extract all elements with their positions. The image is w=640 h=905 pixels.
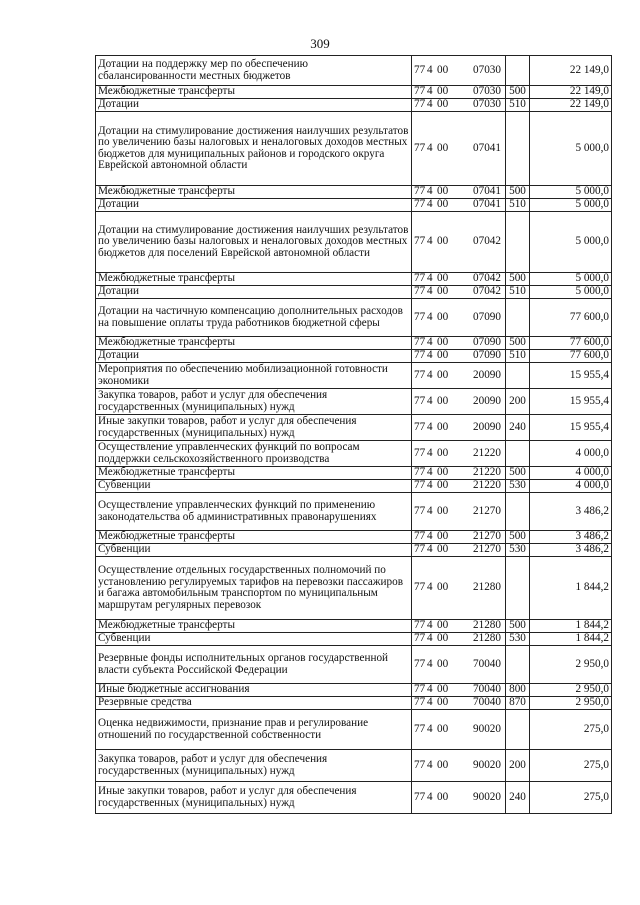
code-part-c2: 4 (427, 581, 433, 594)
code-part-c3: 00 (437, 619, 449, 632)
table-row (96, 99, 612, 112)
row-amount: 1 844,2 (530, 557, 612, 620)
table-row (96, 710, 612, 750)
code-part-c3: 00 (437, 504, 449, 517)
code-part-c3: 00 (437, 285, 449, 298)
row-amount: 15 955,4 (530, 415, 612, 441)
code-part-c3: 00 (437, 632, 449, 645)
table-row (96, 697, 612, 710)
row-name: Межбюджетные трансферты (96, 620, 412, 633)
row-target-code (412, 441, 506, 467)
code-part-c1: 77 (414, 394, 426, 407)
row-expense-type: 500 (506, 620, 530, 633)
table-row (96, 493, 612, 531)
table-row (96, 286, 612, 299)
row-expense-type: 530 (506, 633, 530, 646)
table-row (96, 363, 612, 389)
row-target-code (412, 493, 506, 531)
code-part-c2: 4 (427, 722, 433, 735)
code-part-c4: 21270 (473, 530, 501, 543)
row-expense-type (506, 112, 530, 186)
row-amount: 275,0 (530, 782, 612, 814)
row-name: Дотации (96, 350, 412, 363)
code-part-c4: 21220 (473, 479, 501, 492)
row-amount: 3 486,2 (530, 493, 612, 531)
row-expense-type (506, 363, 530, 389)
code-part-c3: 00 (437, 85, 449, 98)
code-part-c3: 00 (437, 683, 449, 696)
row-target-code (412, 112, 506, 186)
code-part-c2: 4 (427, 285, 433, 298)
budget-table (95, 55, 612, 814)
row-name: Осуществление отдельных государственных полномочий по установлению регулируемых тарифов на перевозки пассажиров и багажа автомобильным транспортом по муниципальным маршрутам регулярных перевозок (96, 557, 412, 620)
code-part-c3: 00 (437, 446, 449, 459)
row-name: Мероприятия по обеспечению мобилизационной готовности экономики (96, 363, 412, 389)
row-amount: 4 000,0 (530, 467, 612, 480)
row-amount: 5 000,0 (530, 199, 612, 212)
row-amount: 2 950,0 (530, 684, 612, 697)
code-part-c2: 4 (427, 758, 433, 771)
code-part-c4: 21280 (473, 619, 501, 632)
row-expense-type: 500 (506, 337, 530, 350)
table-row (96, 337, 612, 350)
code-part-c2: 4 (427, 543, 433, 556)
code-part-c1: 77 (414, 349, 426, 362)
row-amount: 5 000,0 (530, 212, 612, 273)
row-amount: 5 000,0 (530, 273, 612, 286)
row-amount: 5 000,0 (530, 112, 612, 186)
code-part-c2: 4 (427, 683, 433, 696)
row-name: Закупка товаров, работ и услуг для обеспечения государственных (муниципальных) нужд (96, 750, 412, 782)
code-part-c3: 00 (437, 63, 449, 76)
row-target-code (412, 56, 506, 86)
code-part-c1: 77 (414, 85, 426, 98)
code-part-c1: 77 (414, 272, 426, 285)
row-expense-type: 510 (506, 199, 530, 212)
code-part-c4: 07042 (473, 235, 501, 248)
code-part-c2: 4 (427, 530, 433, 543)
row-name: Иные закупки товаров, работ и услуг для обеспечения государственных (муниципальных) нужд (96, 782, 412, 814)
code-part-c3: 00 (437, 349, 449, 362)
row-target-code (412, 684, 506, 697)
code-part-c1: 77 (414, 696, 426, 709)
code-part-c1: 77 (414, 683, 426, 696)
row-amount: 275,0 (530, 750, 612, 782)
code-part-c4: 21220 (473, 446, 501, 459)
code-part-c1: 77 (414, 619, 426, 632)
code-part-c4: 07030 (473, 63, 501, 76)
code-part-c1: 77 (414, 310, 426, 323)
code-part-c2: 4 (427, 185, 433, 198)
row-target-code (412, 697, 506, 710)
row-amount: 22 149,0 (530, 99, 612, 112)
budget-table-body (96, 56, 612, 814)
code-part-c4: 90020 (473, 790, 501, 803)
row-expense-type: 500 (506, 86, 530, 99)
code-part-c4: 20090 (473, 394, 501, 407)
row-expense-type (506, 646, 530, 684)
row-expense-type: 500 (506, 531, 530, 544)
row-expense-type: 530 (506, 544, 530, 557)
code-part-c1: 77 (414, 368, 426, 381)
row-expense-type (506, 212, 530, 273)
row-expense-type (506, 557, 530, 620)
row-name: Дотации на стимулирование достижения наилучших результатов по увеличению базы налоговых и неналоговых доходов местных бюджетов для муниципальных районов и городского округа Еврейской автономной области (96, 112, 412, 186)
code-part-c4: 07090 (473, 310, 501, 323)
row-target-code (412, 273, 506, 286)
code-part-c1: 77 (414, 722, 426, 735)
row-target-code (412, 186, 506, 199)
row-target-code (412, 199, 506, 212)
row-expense-type: 240 (506, 782, 530, 814)
code-part-c3: 00 (437, 479, 449, 492)
row-expense-type (506, 56, 530, 86)
row-expense-type: 500 (506, 467, 530, 480)
row-target-code (412, 212, 506, 273)
code-part-c3: 00 (437, 336, 449, 349)
row-target-code (412, 750, 506, 782)
table-row (96, 480, 612, 493)
table-row (96, 415, 612, 441)
table-row (96, 299, 612, 337)
row-name: Закупка товаров, работ и услуг для обеспечения государственных (муниципальных) нужд (96, 389, 412, 415)
code-part-c3: 00 (437, 368, 449, 381)
row-expense-type (506, 710, 530, 750)
code-part-c3: 00 (437, 310, 449, 323)
row-amount: 22 149,0 (530, 86, 612, 99)
code-part-c1: 77 (414, 235, 426, 248)
table-row (96, 212, 612, 273)
row-amount: 15 955,4 (530, 363, 612, 389)
code-part-c3: 00 (437, 466, 449, 479)
code-part-c2: 4 (427, 504, 433, 517)
table-row (96, 350, 612, 363)
code-part-c2: 4 (427, 349, 433, 362)
row-target-code (412, 350, 506, 363)
row-name: Дотации на поддержку мер по обеспечению сбалансированности местных бюджетов (96, 56, 412, 86)
table-row (96, 782, 612, 814)
code-part-c1: 77 (414, 420, 426, 433)
code-part-c1: 77 (414, 530, 426, 543)
code-part-c1: 77 (414, 790, 426, 803)
table-row (96, 56, 612, 86)
row-target-code (412, 299, 506, 337)
code-part-c2: 4 (427, 198, 433, 211)
row-name: Субвенции (96, 633, 412, 646)
code-part-c4: 21280 (473, 632, 501, 645)
code-part-c3: 00 (437, 420, 449, 433)
code-part-c3: 00 (437, 543, 449, 556)
code-part-c2: 4 (427, 619, 433, 632)
code-part-c4: 70040 (473, 683, 501, 696)
row-amount: 77 600,0 (530, 337, 612, 350)
row-target-code (412, 646, 506, 684)
code-part-c4: 07042 (473, 285, 501, 298)
row-expense-type: 200 (506, 389, 530, 415)
row-target-code (412, 531, 506, 544)
code-part-c1: 77 (414, 466, 426, 479)
code-part-c4: 07042 (473, 272, 501, 285)
code-part-c1: 77 (414, 141, 426, 154)
code-part-c1: 77 (414, 63, 426, 76)
code-part-c2: 4 (427, 790, 433, 803)
row-name: Дотации на частичную компенсацию дополнительных расходов на повышение оплаты труда работников бюджетной сферы (96, 299, 412, 337)
code-part-c3: 00 (437, 657, 449, 670)
row-expense-type: 500 (506, 273, 530, 286)
row-expense-type: 870 (506, 697, 530, 710)
code-part-c4: 20090 (473, 368, 501, 381)
table-row (96, 750, 612, 782)
table-row (96, 112, 612, 186)
code-part-c2: 4 (427, 394, 433, 407)
row-target-code (412, 620, 506, 633)
code-part-c2: 4 (427, 632, 433, 645)
row-name: Субвенции (96, 544, 412, 557)
code-part-c3: 00 (437, 530, 449, 543)
row-name: Резервные средства (96, 697, 412, 710)
row-target-code (412, 544, 506, 557)
row-expense-type (506, 493, 530, 531)
row-name: Межбюджетные трансферты (96, 337, 412, 350)
row-target-code (412, 86, 506, 99)
row-expense-type: 530 (506, 480, 530, 493)
code-part-c1: 77 (414, 632, 426, 645)
code-part-c4: 07041 (473, 185, 501, 198)
row-name: Межбюджетные трансферты (96, 467, 412, 480)
row-target-code (412, 286, 506, 299)
code-part-c4: 20090 (473, 420, 501, 433)
row-target-code (412, 99, 506, 112)
code-part-c2: 4 (427, 657, 433, 670)
code-part-c3: 00 (437, 141, 449, 154)
code-part-c4: 21280 (473, 581, 501, 594)
row-name: Оценка недвижимости, признание прав и регулирование отношений по государственной собственности (96, 710, 412, 750)
code-part-c4: 70040 (473, 696, 501, 709)
row-target-code (412, 389, 506, 415)
row-name: Субвенции (96, 480, 412, 493)
code-part-c1: 77 (414, 657, 426, 670)
code-part-c3: 00 (437, 235, 449, 248)
code-part-c2: 4 (427, 98, 433, 111)
row-amount: 1 844,2 (530, 633, 612, 646)
code-part-c3: 00 (437, 98, 449, 111)
row-target-code (412, 633, 506, 646)
table-row (96, 531, 612, 544)
row-expense-type: 800 (506, 684, 530, 697)
row-name: Осуществление управленческих функций по применению законодательства об административных правонарушениях (96, 493, 412, 531)
code-part-c2: 4 (427, 310, 433, 323)
code-part-c4: 07090 (473, 349, 501, 362)
row-amount: 2 950,0 (530, 646, 612, 684)
code-part-c3: 00 (437, 394, 449, 407)
row-name: Дотации на стимулирование достижения наилучших результатов по увеличению базы налоговых и неналоговых доходов местных бюджетов для поселений Еврейской автономной области (96, 212, 412, 273)
row-expense-type: 510 (506, 350, 530, 363)
code-part-c1: 77 (414, 285, 426, 298)
row-expense-type: 510 (506, 99, 530, 112)
row-target-code (412, 557, 506, 620)
row-amount: 1 844,2 (530, 620, 612, 633)
code-part-c3: 00 (437, 272, 449, 285)
row-amount: 15 955,4 (530, 389, 612, 415)
row-target-code (412, 415, 506, 441)
row-name: Дотации (96, 99, 412, 112)
code-part-c4: 90020 (473, 758, 501, 771)
code-part-c1: 77 (414, 758, 426, 771)
row-amount: 77 600,0 (530, 350, 612, 363)
row-name: Межбюджетные трансферты (96, 273, 412, 286)
table-row (96, 633, 612, 646)
row-target-code (412, 467, 506, 480)
code-part-c2: 4 (427, 85, 433, 98)
code-part-c1: 77 (414, 504, 426, 517)
code-part-c1: 77 (414, 446, 426, 459)
code-part-c1: 77 (414, 185, 426, 198)
row-name: Межбюджетные трансферты (96, 86, 412, 99)
code-part-c2: 4 (427, 63, 433, 76)
code-part-c4: 21220 (473, 466, 501, 479)
code-part-c3: 00 (437, 185, 449, 198)
code-part-c2: 4 (427, 446, 433, 459)
page-number: 309 (310, 36, 330, 51)
table-row (96, 544, 612, 557)
row-expense-type: 200 (506, 750, 530, 782)
code-part-c1: 77 (414, 98, 426, 111)
code-part-c4: 07041 (473, 141, 501, 154)
code-part-c2: 4 (427, 420, 433, 433)
code-part-c2: 4 (427, 336, 433, 349)
code-part-c2: 4 (427, 272, 433, 285)
code-part-c1: 77 (414, 336, 426, 349)
row-amount: 2 950,0 (530, 697, 612, 710)
code-part-c3: 00 (437, 581, 449, 594)
code-part-c4: 21270 (473, 504, 501, 517)
row-target-code (412, 710, 506, 750)
code-part-c3: 00 (437, 696, 449, 709)
row-target-code (412, 337, 506, 350)
row-amount: 3 486,2 (530, 544, 612, 557)
table-row (96, 646, 612, 684)
code-part-c4: 07030 (473, 85, 501, 98)
code-part-c3: 00 (437, 198, 449, 211)
table-row (96, 199, 612, 212)
code-part-c3: 00 (437, 722, 449, 735)
row-amount: 4 000,0 (530, 480, 612, 493)
row-expense-type (506, 441, 530, 467)
row-amount: 5 000,0 (530, 286, 612, 299)
code-part-c2: 4 (427, 368, 433, 381)
row-target-code (412, 363, 506, 389)
row-amount: 22 149,0 (530, 56, 612, 86)
row-name: Дотации (96, 199, 412, 212)
code-part-c1: 77 (414, 543, 426, 556)
row-expense-type (506, 299, 530, 337)
code-part-c1: 77 (414, 198, 426, 211)
table-row (96, 467, 612, 480)
code-part-c2: 4 (427, 235, 433, 248)
code-part-c3: 00 (437, 790, 449, 803)
table-row (96, 389, 612, 415)
row-expense-type: 240 (506, 415, 530, 441)
row-target-code (412, 480, 506, 493)
row-target-code (412, 782, 506, 814)
row-expense-type: 500 (506, 186, 530, 199)
code-part-c1: 77 (414, 581, 426, 594)
code-part-c1: 77 (414, 479, 426, 492)
table-row (96, 273, 612, 286)
code-part-c3: 00 (437, 758, 449, 771)
row-amount: 4 000,0 (530, 441, 612, 467)
code-part-c2: 4 (427, 696, 433, 709)
code-part-c2: 4 (427, 479, 433, 492)
code-part-c2: 4 (427, 466, 433, 479)
row-name: Дотации (96, 286, 412, 299)
code-part-c4: 07041 (473, 198, 501, 211)
code-part-c4: 07090 (473, 336, 501, 349)
code-part-c4: 70040 (473, 657, 501, 670)
table-row (96, 86, 612, 99)
code-part-c4: 90020 (473, 722, 501, 735)
table-row (96, 186, 612, 199)
code-part-c2: 4 (427, 141, 433, 154)
row-amount: 5 000,0 (530, 186, 612, 199)
table-row (96, 557, 612, 620)
code-part-c4: 07030 (473, 98, 501, 111)
row-name: Резервные фонды исполнительных органов государственной власти субъекта Российской Федерации (96, 646, 412, 684)
row-name: Осуществление управленческих функций по вопросам поддержки сельскохозяйственного производства (96, 441, 412, 467)
row-name: Межбюджетные трансферты (96, 531, 412, 544)
table-row (96, 620, 612, 633)
code-part-c4: 21270 (473, 543, 501, 556)
table-row (96, 441, 612, 467)
row-amount: 3 486,2 (530, 531, 612, 544)
row-name: Иные бюджетные ассигнования (96, 684, 412, 697)
table-row (96, 684, 612, 697)
row-amount: 77 600,0 (530, 299, 612, 337)
row-expense-type: 510 (506, 286, 530, 299)
row-amount: 275,0 (530, 710, 612, 750)
row-name: Межбюджетные трансферты (96, 186, 412, 199)
row-name: Иные закупки товаров, работ и услуг для обеспечения государственных (муниципальных) нужд (96, 415, 412, 441)
